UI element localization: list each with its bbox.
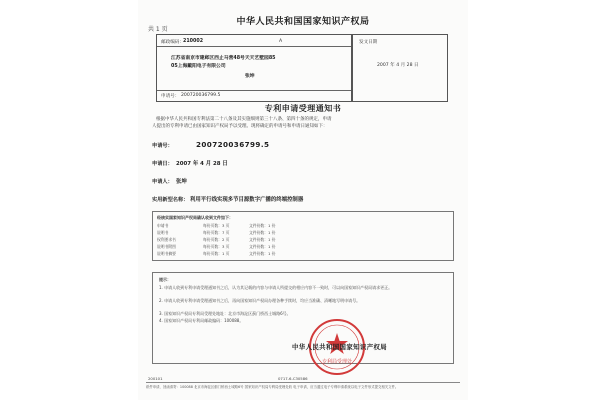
note-item: 1. 申请人收到专利申请受理通知书之后，认为其记载的内容与申请人所提交的相应内容不一致时，可以向国家知识产权局请求更正。 bbox=[159, 285, 393, 290]
footer-rule bbox=[146, 382, 460, 383]
filing-date: 2007 年 4 月 28 日 bbox=[176, 161, 228, 167]
app-no-label: 申请号： bbox=[161, 94, 180, 99]
table-cell: 每份页数：3 页 bbox=[203, 223, 230, 228]
notice-paragraph-1: 根据中华人民共和国专利法第二十八条及其实施细则第三十八条、第四十条的规定，申请 bbox=[156, 117, 332, 122]
field-label-filing-date: 申请日： bbox=[152, 161, 173, 167]
table-cell: 文件份数：1 份 bbox=[249, 251, 276, 256]
table-cell: 说明书附图 bbox=[157, 244, 176, 249]
issue-date: 2007 年 4 月 28 日 bbox=[377, 63, 419, 68]
address-rule bbox=[157, 90, 351, 91]
table-cell: 文件份数：1 份 bbox=[249, 223, 276, 228]
table-cell: 权利要求书 bbox=[157, 237, 176, 242]
table-cell: 文件份数：1 份 bbox=[249, 237, 276, 242]
table-cell: 说明书 bbox=[157, 230, 169, 235]
postcode: 210002 bbox=[183, 39, 204, 44]
form-code: 0717-6-C30586 bbox=[278, 376, 308, 381]
address-rule bbox=[157, 46, 351, 47]
notice-paragraph-2: 人提出的专利申请已由国家知识产权局予以受理。现将确定的申请号和申请日通知如下： bbox=[152, 124, 328, 129]
applicant-name: 张坤 bbox=[176, 179, 187, 185]
note-item: 2. 申请人收到专利申请受理通知书之后，再向国家知识产权局办理各种手续时，均应当准确、清晰地写明申请号。 bbox=[159, 298, 361, 303]
note-item: 4. 国家知识产权局专利局邮政编码：100088。 bbox=[159, 318, 244, 323]
note-item: 3. 国家知识产权局专利局受理处地址：北京市海淀区蓟门桥西土城路6号。 bbox=[159, 311, 291, 316]
office-title: 中华人民共和国国家知识产权局 bbox=[236, 17, 370, 27]
app-no-small: 200720036799.5 bbox=[181, 93, 221, 98]
address-mark: A bbox=[279, 39, 283, 44]
field-label-applicant: 申请人： bbox=[152, 179, 173, 185]
seal-text: 专利局受理处 bbox=[321, 359, 353, 365]
table-title: 经核实国家知识产权局确认收到文件如下： bbox=[157, 215, 233, 220]
table-cell: 说明书摘要 bbox=[157, 251, 176, 256]
footer-address: 纸件申请，回函请寄：100088 北京市海淀区蓟门桥西土城路6号 国家知识产权局专利局受理处收 电子申请，应当通过电子专利申请系统以电子文件形式提交相关文件。 bbox=[146, 385, 399, 389]
notes-heading: 提示： bbox=[159, 277, 171, 282]
field-label-title: 实用新型名称： bbox=[152, 197, 189, 203]
address-line-2: 05上海戴阳电子有限公司 bbox=[171, 64, 226, 69]
notice-document bbox=[138, 0, 468, 400]
table-cell: 文件份数：1 份 bbox=[249, 230, 276, 235]
date-block bbox=[352, 34, 448, 102]
postcode-label: 邮政编码： bbox=[161, 40, 184, 45]
table-cell: 每份页数：7 页 bbox=[203, 230, 230, 235]
received-documents-table bbox=[152, 211, 454, 261]
date-label: 发文日期 bbox=[359, 40, 378, 45]
application-number: 200720036799.5 bbox=[196, 140, 270, 149]
address-line-1: 江苏省南京市建邺区西止马营48号天天艺墅园85 bbox=[171, 56, 276, 61]
address-block bbox=[156, 34, 352, 102]
table-cell: 每份页数：2 页 bbox=[203, 237, 230, 242]
table-cell: 申请书 bbox=[157, 223, 169, 228]
recipient-name: 张坤 bbox=[245, 74, 255, 79]
page-count: 共 1 页 bbox=[148, 26, 168, 33]
table-cell: 每份页数：1 页 bbox=[203, 251, 230, 256]
invention-title: 利用平行线实现多节目源数字广播的终端控制器 bbox=[190, 197, 304, 203]
form-number: 200101 bbox=[148, 376, 163, 381]
notice-title: 专利申请受理通知书 bbox=[264, 104, 342, 113]
issuer-name: 中华人民共和国国家知识产权局 bbox=[292, 343, 388, 351]
table-cell: 文件份数：1 份 bbox=[249, 244, 276, 249]
table-cell: 每份页数：3 页 bbox=[203, 244, 230, 249]
field-label-app-no: 申请号： bbox=[152, 143, 173, 149]
